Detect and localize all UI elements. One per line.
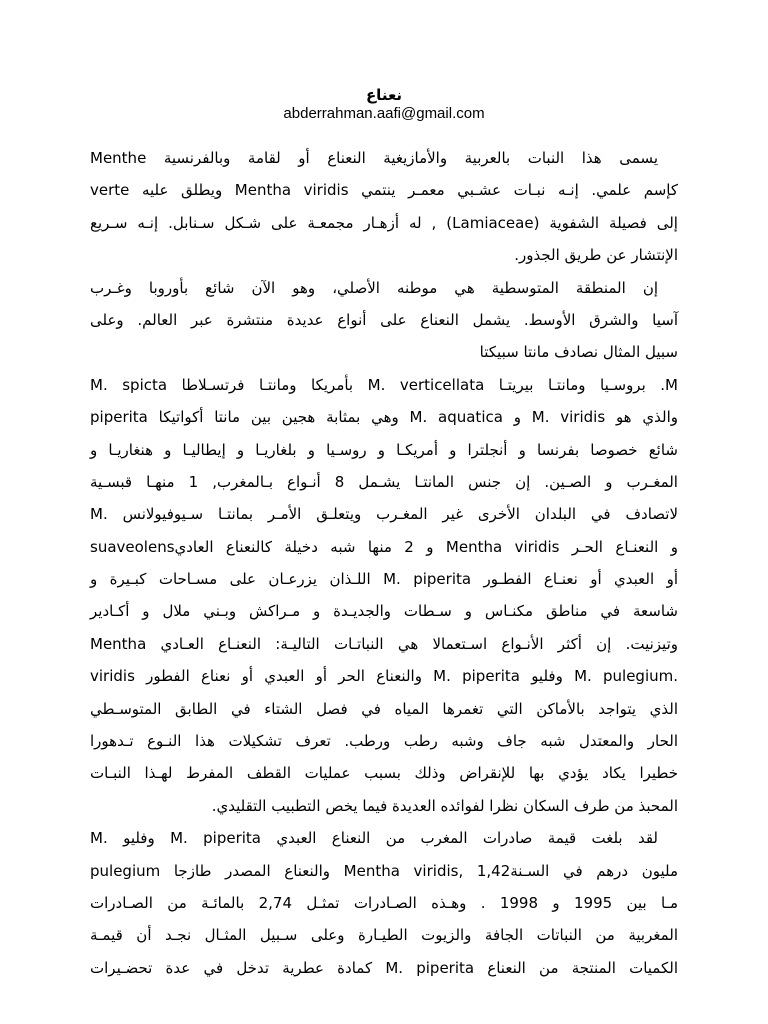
paragraph-line: pulegium والنعناع المصدر طازجا Mentha viridis, 1,42مليون درهم في السـنة (90, 861, 678, 880)
paragraph-line: إن المنطقة المتوسطية هي موطنه الأصلي، وهو الآن شائع بأوروبا وغـرب (90, 278, 658, 297)
paragraph-line: الذي يتواجد بالأماكن التي تغمرها المياه في فصل الشتاء في الطابق المتوسـطي (90, 699, 678, 718)
paragraph-line: إلى فصيلة الشفوية (Lamiaceae) , له أزهـار مجمعـة على شـكل سـنابل. إنـه سـريع (90, 213, 678, 232)
paragraph-line: suaveolensو 2 منها شبه دخيلة كالنعناع العادي Mentha viridis و النعنـاع الحـر (90, 537, 678, 556)
paragraph-line: piperita وهي بمثابة هجين بين مانتا أكواتيكا M. aquatica و M. viridis والذي هو (90, 408, 678, 427)
paragraph-line: شاسعة في مناطق مكنـاس و سـطات والجديـدة و مـراكش وبـني ملال و أكـادير (90, 602, 678, 621)
paragraph-line: المغـرب و الصـين. إن جنس المانتـا يشـمل 8 أنـواع بـالمغرب, 1 منهـا قبسـية (90, 472, 678, 491)
paragraph-line: viridis والنعناع الحر أو العبدي أو نعناع الفطور M. piperita وفليو M. pulegium. (90, 667, 678, 686)
paragraph-line: شائع خصوصا بفرنسا و أنجلترا و أمريكـا و روسـيا و بلغاريـا و إيطاليـا و هنغاريـا و (90, 440, 678, 459)
paragraph-line: لقد بلغت قيمة صادرات المغرب من النعناع العبدي M. piperita وفليو .M (90, 829, 658, 848)
paragraph-line: وتيزنيت. إن أكثر الأنـواع اسـتعمالا هي النباتـات التاليـة: النعنـاع العـادي Mentha (90, 634, 678, 653)
paragraph-line: لاتصادف في البلدان الأخرى غير المغـرب ويتعلـق الأمـر بمانتـا سـيوفيولانس .M (90, 505, 678, 524)
author-email: abderrahman.aafi@gmail.com (283, 105, 485, 122)
paragraph-line: يسمى هذا النبات بالعربية والأمازيغية النعناع أو لقامة وبالفرنسية Menthe (90, 149, 658, 167)
paragraph-line: المغربية من النباتات الجافة والزيوت الطيـارة وعلى سـبيل المثـال نجـد أن قيمـة (90, 926, 678, 945)
paragraph-line: آسيا والشرق الأوسط. يشمل النعناع على أنواع عديدة منتشرة عبر العالم. وعلى (90, 310, 678, 329)
paragraph-line: خطيرا يكاد يؤدي بها للإنقراض وذلك بسبب عمليات القطف المفرط لهـذا النبـات (90, 764, 678, 783)
paragraph-line: الكميات المنتجة من النعناع M. piperita كمادة عطرية تدخل في عدة تحضـيرات (90, 958, 679, 977)
paragraph-line: M. spicta بأمريكا ومانتـا فرتسـلاطا M. verticellata بروسـيا ومانتـا بيريتـا .M (90, 375, 678, 394)
paragraph-line: مـا بين 1995 و 1998 . وهـذه الصـادرات تمثـل 2,74 بالمائـة من الصـادرات (90, 893, 678, 912)
paragraph-line: الحار والمعتدل شبه جاف وشبه رطب ورطب. تعرف تشكيلات هذا النـوع تـدهورا (90, 732, 678, 751)
paragraph-line: سبيل المثال نصادف مانتا سبيكتا (479, 343, 678, 362)
paragraph-line: أو العبدي أو نعنـاع الفطـور M. piperita اللـذان يزرعـان على مسـاحات كبـيرة و (90, 570, 678, 589)
paragraph-line: الإنتشار عن طريق الجذور. (514, 246, 678, 265)
paragraph-line: المحبذ من طرف السكان نظرا لفوائده العديدة فيما يخص التطبيب التقليدي. (211, 796, 678, 815)
document-title: نعناع (365, 86, 403, 104)
paragraph-line: verte ويطلق عليه Mentha viridis كإسم علمي. إنـه نبـات عشـبي معمـر ينتمي (90, 181, 679, 200)
document-body (90, 142, 678, 984)
